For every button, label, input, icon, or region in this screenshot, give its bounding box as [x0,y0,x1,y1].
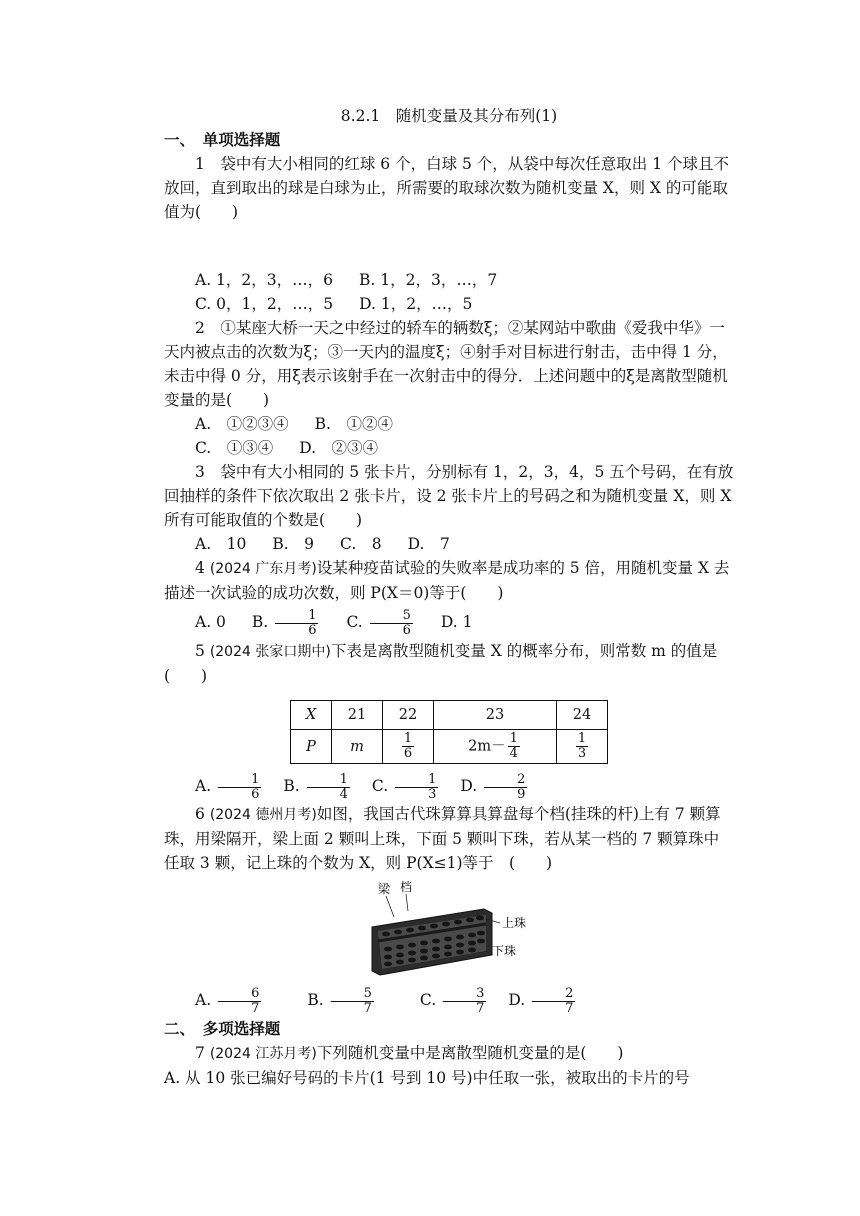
label-lower-bead: 下珠 [492,944,517,958]
q5-option-c: C. $\frac{1}{3}$ [371,771,437,802]
q6-number: 6 [195,805,205,823]
q5-text: 下表是离散型随机变量 X 的概率分布，则常数 m 的值是( ) [164,642,718,685]
q2-option-a: A. ①②③④ [195,415,289,433]
q1-options-row2 [164,292,734,316]
q6-option-b: B. $\frac{5}{7}$ [307,985,372,1016]
table-cell [383,730,434,764]
fraction [576,732,588,761]
fraction [402,732,414,761]
expression-prefix: 2m－ [468,738,506,755]
section-heading-multi: 二、 多项选择题 [164,1019,281,1038]
fraction [508,732,520,761]
q7-number: 7 [195,1044,205,1062]
q5-options [164,770,734,802]
numerator: 1 [275,609,318,624]
section-heading-single: 一、 单项选择题 [164,130,281,149]
q2-option-d: D. ②③④ [299,439,379,457]
table-header-p: P [291,730,332,764]
q5-option-d: D. $\frac{2}{9}$ [460,771,526,802]
denominator: 3 [577,746,587,761]
page-title: 8.2.1 随机变量及其分布列(1) [340,107,558,125]
q3-option-c: C. 8 [340,535,382,553]
q4-text: 设某种疫苗试验的失败率是成功率的 5 倍，用随机变量 X 去描述一次试验的成功次数，则 P(X＝0)等于( ) [164,559,730,602]
q5-source: (2024 张家口期中) [209,644,331,660]
label-upper-bead: 上珠 [502,916,527,930]
q6-source: (2024 德州月考) [209,807,317,823]
q2-option-b: B. ①②④ [314,415,393,433]
q5-option-a: A. $\frac{1}{6}$ [195,771,260,802]
label-rod: 档 [400,880,413,894]
q5-number: 5 [195,642,205,660]
denominator: 6 [403,746,413,761]
q4-option-a: A. 0 [195,613,226,631]
q1-option-b: B. 1，2，3，…，7 [359,271,498,289]
abacus-figure [364,879,534,979]
q6-option-a: A. $\frac{6}{7}$ [195,985,260,1016]
q6-options [164,983,734,1017]
label-beam: 梁 [378,882,391,896]
q5-option-b: B. $\frac{1}{4}$ [283,771,348,802]
q7-option-a: A. 从 10 张已编好号码的卡片(1 号到 10 号)中任取一张，被取出的卡片的号 [164,1069,690,1087]
question-2: 2 ①某座大桥一天之中经过的轿车的辆数ξ；②某网站中歌曲《爱我中华》一天内被点击的次数为ξ；③一天内的温度ξ；④射手对目标进行射击，击中得 1 分，未击中得 0 分，用ξ表示该射手在一次射击中的得分．上述问题中的ξ是离散型随机变量的是( ) [164,319,728,409]
q6-option-d: D. $\frac{2}{7}$ [508,985,574,1016]
denominator: 6 [402,622,411,638]
q3-option-b: B. 9 [272,535,315,553]
question-6 [164,802,734,875]
q4-option-c-label: C. [346,613,363,631]
q6-text: 如图，我国古代珠算算具算盘每个档(挂珠的杆)上有 7 颗算珠，用梁隔开，梁上面 2 颗叫上珠，下面 5 颗叫下珠，若从某一档的 7 颗算珠中任取 3 颗，记上珠的个数为 X，则 P(X≤1)等于 ( ) [164,805,721,872]
q2-options-row1 [164,412,734,436]
question-4 [164,556,734,605]
table-row [291,730,608,764]
table-header-x: X [291,701,332,730]
numerator: 1 [509,731,518,746]
numerator: 1 [577,731,587,746]
q1-option-d: D. 1，2，…，5 [359,295,473,313]
question-7 [164,1041,734,1066]
table-cell [434,730,557,764]
table-cell: 22 [383,701,434,730]
q3-option-d: D. 7 [407,535,450,553]
table-cell: 23 [434,701,557,730]
table-cell: 21 [332,701,383,730]
distribution-table [290,700,608,764]
q4-options [164,605,734,639]
q4-number: 4 [195,559,205,577]
table-cell: m [332,730,383,764]
q4-option-b-label: B. [251,613,269,631]
question-3: 3 袋中有大小相同的 5 张卡片，分别标有 1，2，3，4，5 五个号码，在有放回抽样的条件下依次取出 2 张卡片，设 2 张卡片上的号码之和为随机变量 X，则 X 所有可能取值的个数是( ) [164,463,734,529]
q1-option-a: A. 1，2，3，…，6 [195,271,333,289]
q4-option-b [251,607,321,638]
table-cell: 24 [557,701,608,730]
q1-options-row1 [164,268,734,292]
q6-option-c: C. $\frac{3}{7}$ [419,985,485,1016]
q4-option-d: D. 1 [440,613,473,631]
q3-option-a: A. 10 [195,535,247,553]
numerator: 5 [370,609,413,624]
table-cell [557,730,608,764]
q7-text: 下列随机变量中是离散型随机变量的是( ) [316,1044,624,1062]
question-5 [164,639,734,688]
q4-option-b-fraction [275,609,318,638]
worksheet [164,104,734,1090]
question-1: 1 袋中有大小相同的红球 6 个，白球 5 个，从袋中每次任意取出 1 个球且不放回，直到取出的球是白球为止，所需要的取球次数为随机变量 X，则 X 的可能取值为( ) [164,155,730,221]
q4-option-c [346,607,414,638]
q2-option-c: C. ①③④ [195,439,274,457]
q7-source: (2024 江苏月考) [209,1046,317,1062]
q4-option-c-fraction [370,609,413,638]
q4-source: (2024 广东月考) [209,561,317,577]
denominator: 4 [509,746,518,761]
denominator: 6 [308,622,317,638]
q2-options-row2 [164,436,734,460]
q1-option-c: C. 0，1，2，…，5 [195,295,334,313]
q3-options [164,532,734,556]
abacus-frame [372,909,492,975]
numerator: 1 [403,731,413,746]
table-row [291,701,608,730]
